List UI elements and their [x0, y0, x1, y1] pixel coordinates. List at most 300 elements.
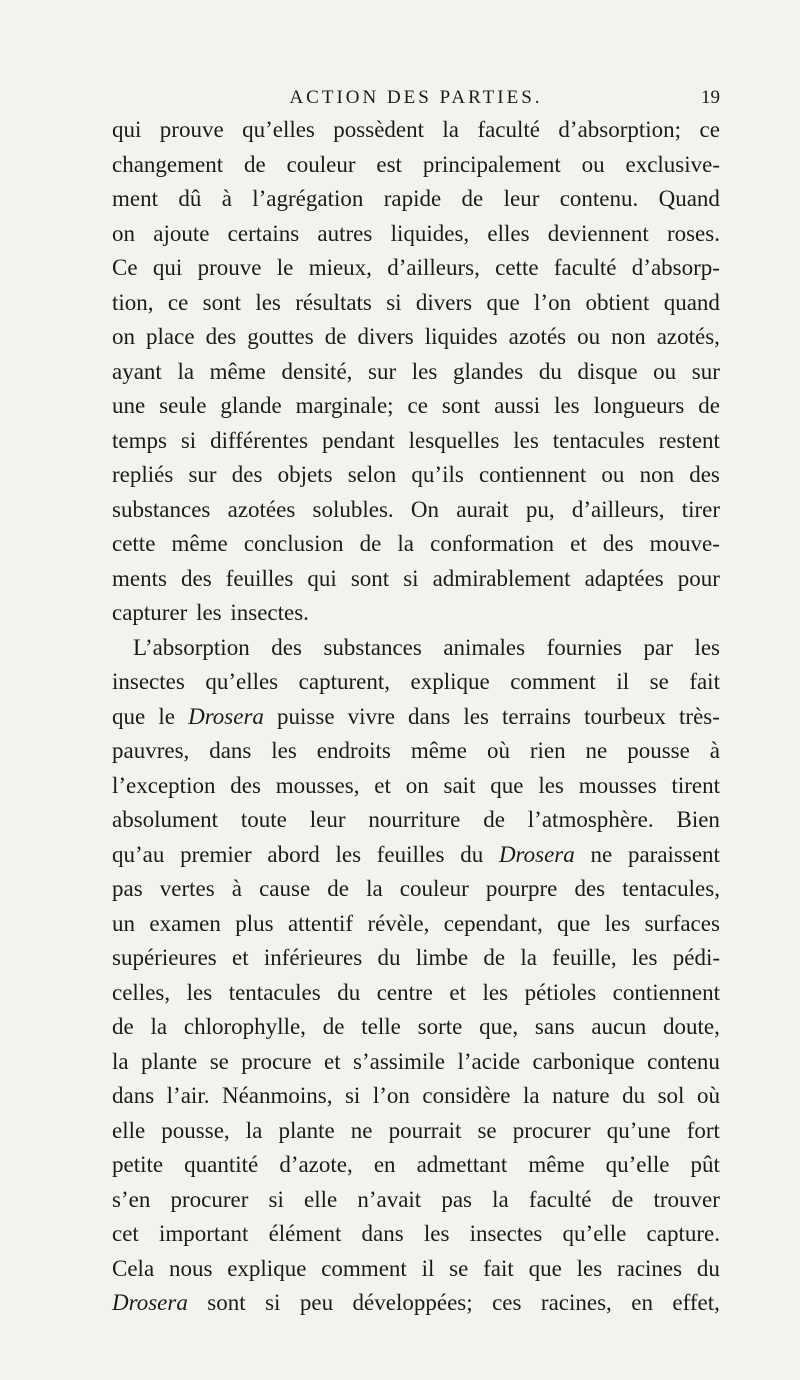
word: procure — [241, 1048, 312, 1074]
word: Bien — [676, 807, 720, 832]
word: nous — [168, 1255, 213, 1281]
word: tirer — [681, 496, 720, 522]
text-line — [112, 1045, 720, 1080]
word: conclusion — [243, 531, 344, 556]
word: admirablement — [432, 565, 571, 591]
word: la — [492, 1186, 509, 1212]
word: mousses, — [275, 772, 360, 798]
word: des — [689, 462, 720, 487]
word: l’exception — [112, 772, 216, 798]
text-line — [112, 320, 720, 355]
word: et — [570, 531, 587, 556]
word: les — [513, 427, 539, 453]
word: contenu — [647, 1048, 720, 1074]
text-line — [112, 251, 720, 286]
body-text — [112, 113, 720, 1321]
text-line — [112, 458, 720, 493]
text-line — [112, 113, 720, 148]
word: qu’au — [112, 841, 165, 867]
word: se — [477, 1117, 497, 1143]
word: plante — [278, 1117, 335, 1143]
word: Ce — [112, 255, 138, 280]
word: important — [158, 1221, 249, 1246]
text-line — [112, 424, 720, 459]
word: substances — [323, 634, 422, 660]
word: qu’elle — [605, 1152, 670, 1177]
word: d’absorption; — [558, 117, 682, 142]
word: et — [449, 979, 467, 1005]
word: attentif — [287, 910, 354, 936]
word: d’ailleurs, — [571, 496, 665, 522]
word: substances — [112, 496, 211, 522]
word: elle — [304, 1186, 338, 1212]
word: la — [150, 1014, 168, 1039]
word: se — [209, 1048, 229, 1074]
word: sont — [441, 393, 481, 418]
word: ce — [407, 393, 428, 418]
word: pétioles — [524, 979, 597, 1005]
word: effet, — [672, 1290, 720, 1315]
word: de — [112, 1014, 134, 1039]
word: ayant — [112, 358, 162, 384]
word: nourriture — [368, 807, 461, 832]
word: tion, — [112, 289, 154, 315]
word: plus — [235, 910, 274, 936]
word: ments — [112, 565, 167, 591]
word: mieux, — [308, 255, 372, 280]
word: repliés — [112, 462, 174, 487]
word: inférieures — [263, 945, 363, 970]
word: s’en — [112, 1186, 151, 1212]
word: les — [411, 358, 438, 384]
word: du — [377, 945, 401, 970]
word: comment — [510, 669, 596, 694]
word: changement — [112, 151, 224, 177]
word: des — [271, 634, 302, 660]
word: ne — [350, 1117, 373, 1143]
text-line — [112, 1183, 720, 1218]
word: autres — [317, 220, 373, 246]
word: petite — [112, 1152, 164, 1177]
word: dans — [408, 703, 451, 729]
word: pourpre — [485, 876, 558, 901]
word: pour — [677, 565, 720, 591]
word: à — [709, 738, 720, 763]
word: ajoute — [153, 220, 210, 246]
word: de — [243, 151, 266, 177]
word: capture. — [646, 1221, 720, 1246]
text-line — [112, 1079, 720, 1114]
word: dans — [361, 1221, 404, 1246]
word: cette — [112, 531, 156, 556]
word: examen — [149, 910, 221, 936]
word: de — [483, 945, 506, 970]
text-line — [112, 665, 720, 700]
word: en — [373, 1152, 396, 1177]
word: n’avait — [357, 1186, 422, 1212]
word: dans — [209, 738, 252, 763]
word: les — [271, 738, 297, 763]
word: temps — [112, 427, 167, 453]
word: des — [205, 324, 237, 349]
word: de — [324, 324, 347, 349]
word: une — [112, 393, 146, 418]
running-head — [112, 87, 720, 113]
word: tentacules, — [622, 876, 720, 901]
word: il — [616, 669, 630, 694]
word: azotés, — [656, 324, 720, 349]
word: trouver — [653, 1186, 720, 1212]
word: mouve- — [649, 531, 720, 556]
word: des — [230, 772, 261, 798]
word: glandes — [452, 358, 524, 384]
word: tentacules — [552, 427, 645, 453]
word: ne — [590, 841, 613, 867]
word: si — [403, 565, 419, 591]
word: fournies — [546, 634, 622, 660]
word: développées; — [352, 1290, 473, 1315]
word: sans — [534, 1014, 575, 1039]
text-line — [112, 769, 720, 804]
word: gouttes — [247, 324, 314, 349]
word: glande — [220, 393, 282, 418]
word: centre — [376, 979, 433, 1005]
word: aurait — [456, 496, 509, 522]
word: sur — [691, 358, 720, 384]
word: les — [255, 289, 281, 315]
word: prouve — [197, 255, 262, 280]
word: leur — [309, 807, 346, 832]
word: elles — [487, 220, 530, 246]
word: couleur — [399, 876, 469, 901]
word: azotés — [508, 324, 567, 349]
word: les — [463, 703, 489, 729]
word: de — [611, 1186, 634, 1212]
word: la — [520, 945, 537, 970]
word: sont — [202, 289, 241, 315]
word: du — [696, 1255, 720, 1281]
word: la — [177, 358, 195, 384]
word: sol — [657, 1083, 685, 1108]
text-line — [112, 389, 720, 424]
text-line — [112, 976, 720, 1011]
word: contiennent — [478, 462, 587, 487]
word: que — [557, 910, 591, 936]
word: principalement — [422, 151, 561, 177]
word: endroits — [316, 738, 391, 763]
word: cet — [112, 1221, 139, 1246]
word: aussi — [494, 393, 541, 418]
text-line — [112, 493, 720, 528]
word: sont — [350, 565, 390, 591]
text-line — [112, 907, 720, 942]
word: de — [461, 186, 484, 211]
word: si — [180, 427, 197, 453]
word: Drosera — [498, 841, 575, 867]
word: tirent — [671, 772, 720, 798]
word: la — [442, 117, 460, 142]
word: place — [146, 324, 195, 349]
word: conformation — [430, 531, 555, 556]
word: élément — [268, 1221, 342, 1246]
word: faculté — [553, 255, 617, 280]
word: les — [423, 1221, 450, 1246]
word: considère — [422, 1083, 511, 1108]
word: liquides, — [390, 220, 470, 246]
word: qui — [112, 117, 142, 142]
word: comment — [321, 1255, 407, 1281]
word: s’assimile — [353, 1048, 446, 1074]
word: divers — [415, 289, 473, 315]
word: fait — [689, 669, 720, 694]
text-line — [112, 1010, 720, 1045]
word: couleur — [286, 151, 356, 177]
word: même — [528, 1152, 585, 1177]
word: d’azote, — [279, 1152, 353, 1177]
word: ou — [601, 462, 625, 487]
word: elle — [112, 1117, 146, 1143]
word: qui — [152, 255, 183, 280]
word: prouve — [159, 117, 224, 142]
word: quand — [663, 289, 720, 315]
word: et — [323, 1048, 341, 1074]
word: où — [486, 738, 510, 763]
word: cause — [259, 876, 311, 901]
word: on — [112, 324, 135, 349]
word: nature — [552, 1083, 610, 1108]
running-title: ACTION DES PARTIES. — [289, 87, 543, 108]
word: lesquelles — [408, 427, 500, 453]
word: l’acide — [457, 1048, 521, 1074]
word: chlorophylle, — [183, 1014, 306, 1039]
text-line — [112, 562, 720, 597]
word: l’air. — [166, 1083, 210, 1108]
word: aucun — [591, 1014, 647, 1039]
text-line — [112, 803, 720, 838]
word: si — [386, 289, 402, 315]
word: certains — [227, 220, 300, 246]
word: résultats — [295, 289, 372, 315]
word: pas — [441, 1186, 473, 1212]
word: contiennent — [612, 979, 720, 1005]
word: faculté — [477, 117, 541, 142]
word: les — [604, 910, 631, 936]
word: Cela — [112, 1255, 155, 1281]
word: pas — [112, 876, 143, 901]
word: supérieures — [112, 945, 217, 970]
word: abord — [267, 841, 320, 867]
word: même — [171, 531, 228, 556]
word: un — [112, 910, 135, 936]
word: roses. — [666, 220, 720, 246]
word: L’absorption — [133, 634, 250, 660]
word: des — [602, 531, 634, 556]
text-line — [112, 631, 720, 666]
text-line — [112, 1148, 720, 1183]
word: leur — [503, 186, 540, 211]
text-line — [112, 217, 720, 252]
word: paraissent — [627, 841, 720, 867]
text-line — [112, 734, 720, 769]
word: dû — [178, 186, 202, 211]
word: même — [209, 358, 266, 384]
word: pousse, — [161, 1117, 230, 1143]
word: possèdent — [333, 117, 425, 142]
word: à — [221, 186, 232, 211]
word: du — [622, 1083, 646, 1108]
word: dans — [112, 1083, 155, 1108]
word: azotées — [227, 496, 296, 522]
word: les — [554, 393, 580, 418]
word: peu — [299, 1290, 334, 1315]
word: les — [335, 841, 362, 867]
word: celles, — [112, 979, 171, 1005]
word: même — [410, 738, 468, 763]
word: à — [231, 876, 242, 901]
word: racines, — [540, 1290, 612, 1315]
word: on — [112, 220, 135, 246]
word: sur — [368, 358, 397, 384]
word: est — [376, 151, 402, 177]
word: ne — [585, 738, 608, 763]
word: par — [643, 634, 673, 660]
word: des — [574, 876, 606, 901]
word: en — [631, 1290, 653, 1315]
word: se — [449, 1255, 469, 1281]
word: capturent, — [298, 669, 390, 694]
word: les — [631, 945, 658, 970]
word: divers — [357, 324, 414, 349]
text-line — [112, 1114, 720, 1149]
word: insectes. — [230, 600, 309, 625]
word: sorte — [417, 1014, 463, 1039]
text-line — [112, 182, 720, 217]
word: absolument — [112, 807, 219, 832]
word: Drosera — [188, 703, 264, 729]
word: qu’elles — [242, 117, 315, 142]
word: que — [490, 772, 524, 798]
word: insectes — [112, 669, 185, 694]
text-line — [112, 872, 720, 907]
word: le — [276, 255, 294, 280]
text-line — [112, 1217, 720, 1252]
word: liquides — [424, 324, 498, 349]
word: les — [482, 979, 509, 1005]
word: surfaces — [644, 910, 720, 936]
word: deviennent — [547, 220, 649, 246]
word: du — [538, 358, 562, 384]
word: les — [576, 1255, 603, 1281]
word: selon — [347, 462, 397, 487]
word: pu, — [525, 496, 555, 522]
word: qu’une — [606, 1117, 671, 1143]
word: fait — [483, 1255, 514, 1281]
word: qui — [307, 565, 337, 591]
word: premier — [180, 841, 252, 867]
word: Néanmoins, — [221, 1083, 333, 1108]
word: ou — [653, 358, 677, 384]
word: on — [405, 772, 429, 798]
word: carbonique — [532, 1048, 635, 1074]
word: qu’ils — [411, 462, 464, 487]
word: ou — [577, 324, 601, 349]
word: capturer — [112, 600, 188, 625]
text-line — [112, 941, 720, 976]
word: sur — [188, 462, 217, 487]
word: cependant, — [443, 910, 543, 936]
word: les — [196, 600, 222, 625]
word: des — [231, 462, 263, 487]
text-line — [112, 596, 720, 631]
word: la — [112, 1048, 129, 1074]
word: rien — [529, 738, 566, 763]
word: pourrait — [388, 1117, 462, 1143]
word: plante — [141, 1048, 198, 1074]
word: l’on — [372, 1083, 410, 1108]
word: différentes — [210, 427, 309, 453]
word: explique — [410, 669, 490, 694]
word: ce — [167, 289, 189, 315]
word: ces — [492, 1290, 522, 1315]
word: feuille, — [552, 945, 617, 970]
word: ou — [581, 151, 605, 177]
word: solubles. — [312, 496, 394, 522]
word: pauvres, — [112, 738, 190, 763]
word: obtient — [585, 289, 650, 315]
word: le — [158, 703, 175, 729]
word: quantité — [184, 1152, 259, 1177]
word: longueurs — [593, 393, 685, 418]
word: d’absorp- — [631, 255, 720, 280]
word: tentacules — [228, 979, 321, 1005]
word: racines — [616, 1255, 683, 1281]
word: doute, — [663, 1014, 720, 1039]
word: Drosera — [112, 1290, 188, 1315]
word: et — [374, 772, 391, 798]
word: que — [486, 289, 520, 315]
word: du — [337, 979, 361, 1005]
text-line — [112, 355, 720, 390]
word: de — [359, 531, 382, 556]
word: de — [322, 1014, 345, 1039]
word: marginale; — [295, 393, 394, 418]
word: se — [649, 669, 669, 694]
word: seule — [159, 393, 207, 418]
word: la — [366, 876, 383, 901]
word: vivre — [347, 703, 395, 729]
word: de — [698, 393, 720, 418]
word: d’ailleurs, — [387, 255, 480, 280]
word: animales — [443, 634, 526, 660]
word: explique — [227, 1255, 307, 1281]
word: mousses — [578, 772, 657, 798]
word: contenu. — [559, 186, 639, 211]
word: feuilles — [225, 565, 294, 591]
page-number: 19 — [701, 87, 720, 108]
word: densité, — [281, 358, 353, 384]
word: et — [232, 945, 249, 970]
word: tourbeux — [584, 703, 666, 729]
word: sait — [443, 772, 476, 798]
word: les — [186, 979, 213, 1005]
word: vertes — [159, 876, 215, 901]
word: telle — [361, 1014, 401, 1039]
word: procurer — [170, 1186, 249, 1212]
text-line — [112, 838, 720, 873]
word: les — [538, 772, 564, 798]
word: pédi- — [672, 945, 720, 970]
word: la — [397, 531, 415, 556]
